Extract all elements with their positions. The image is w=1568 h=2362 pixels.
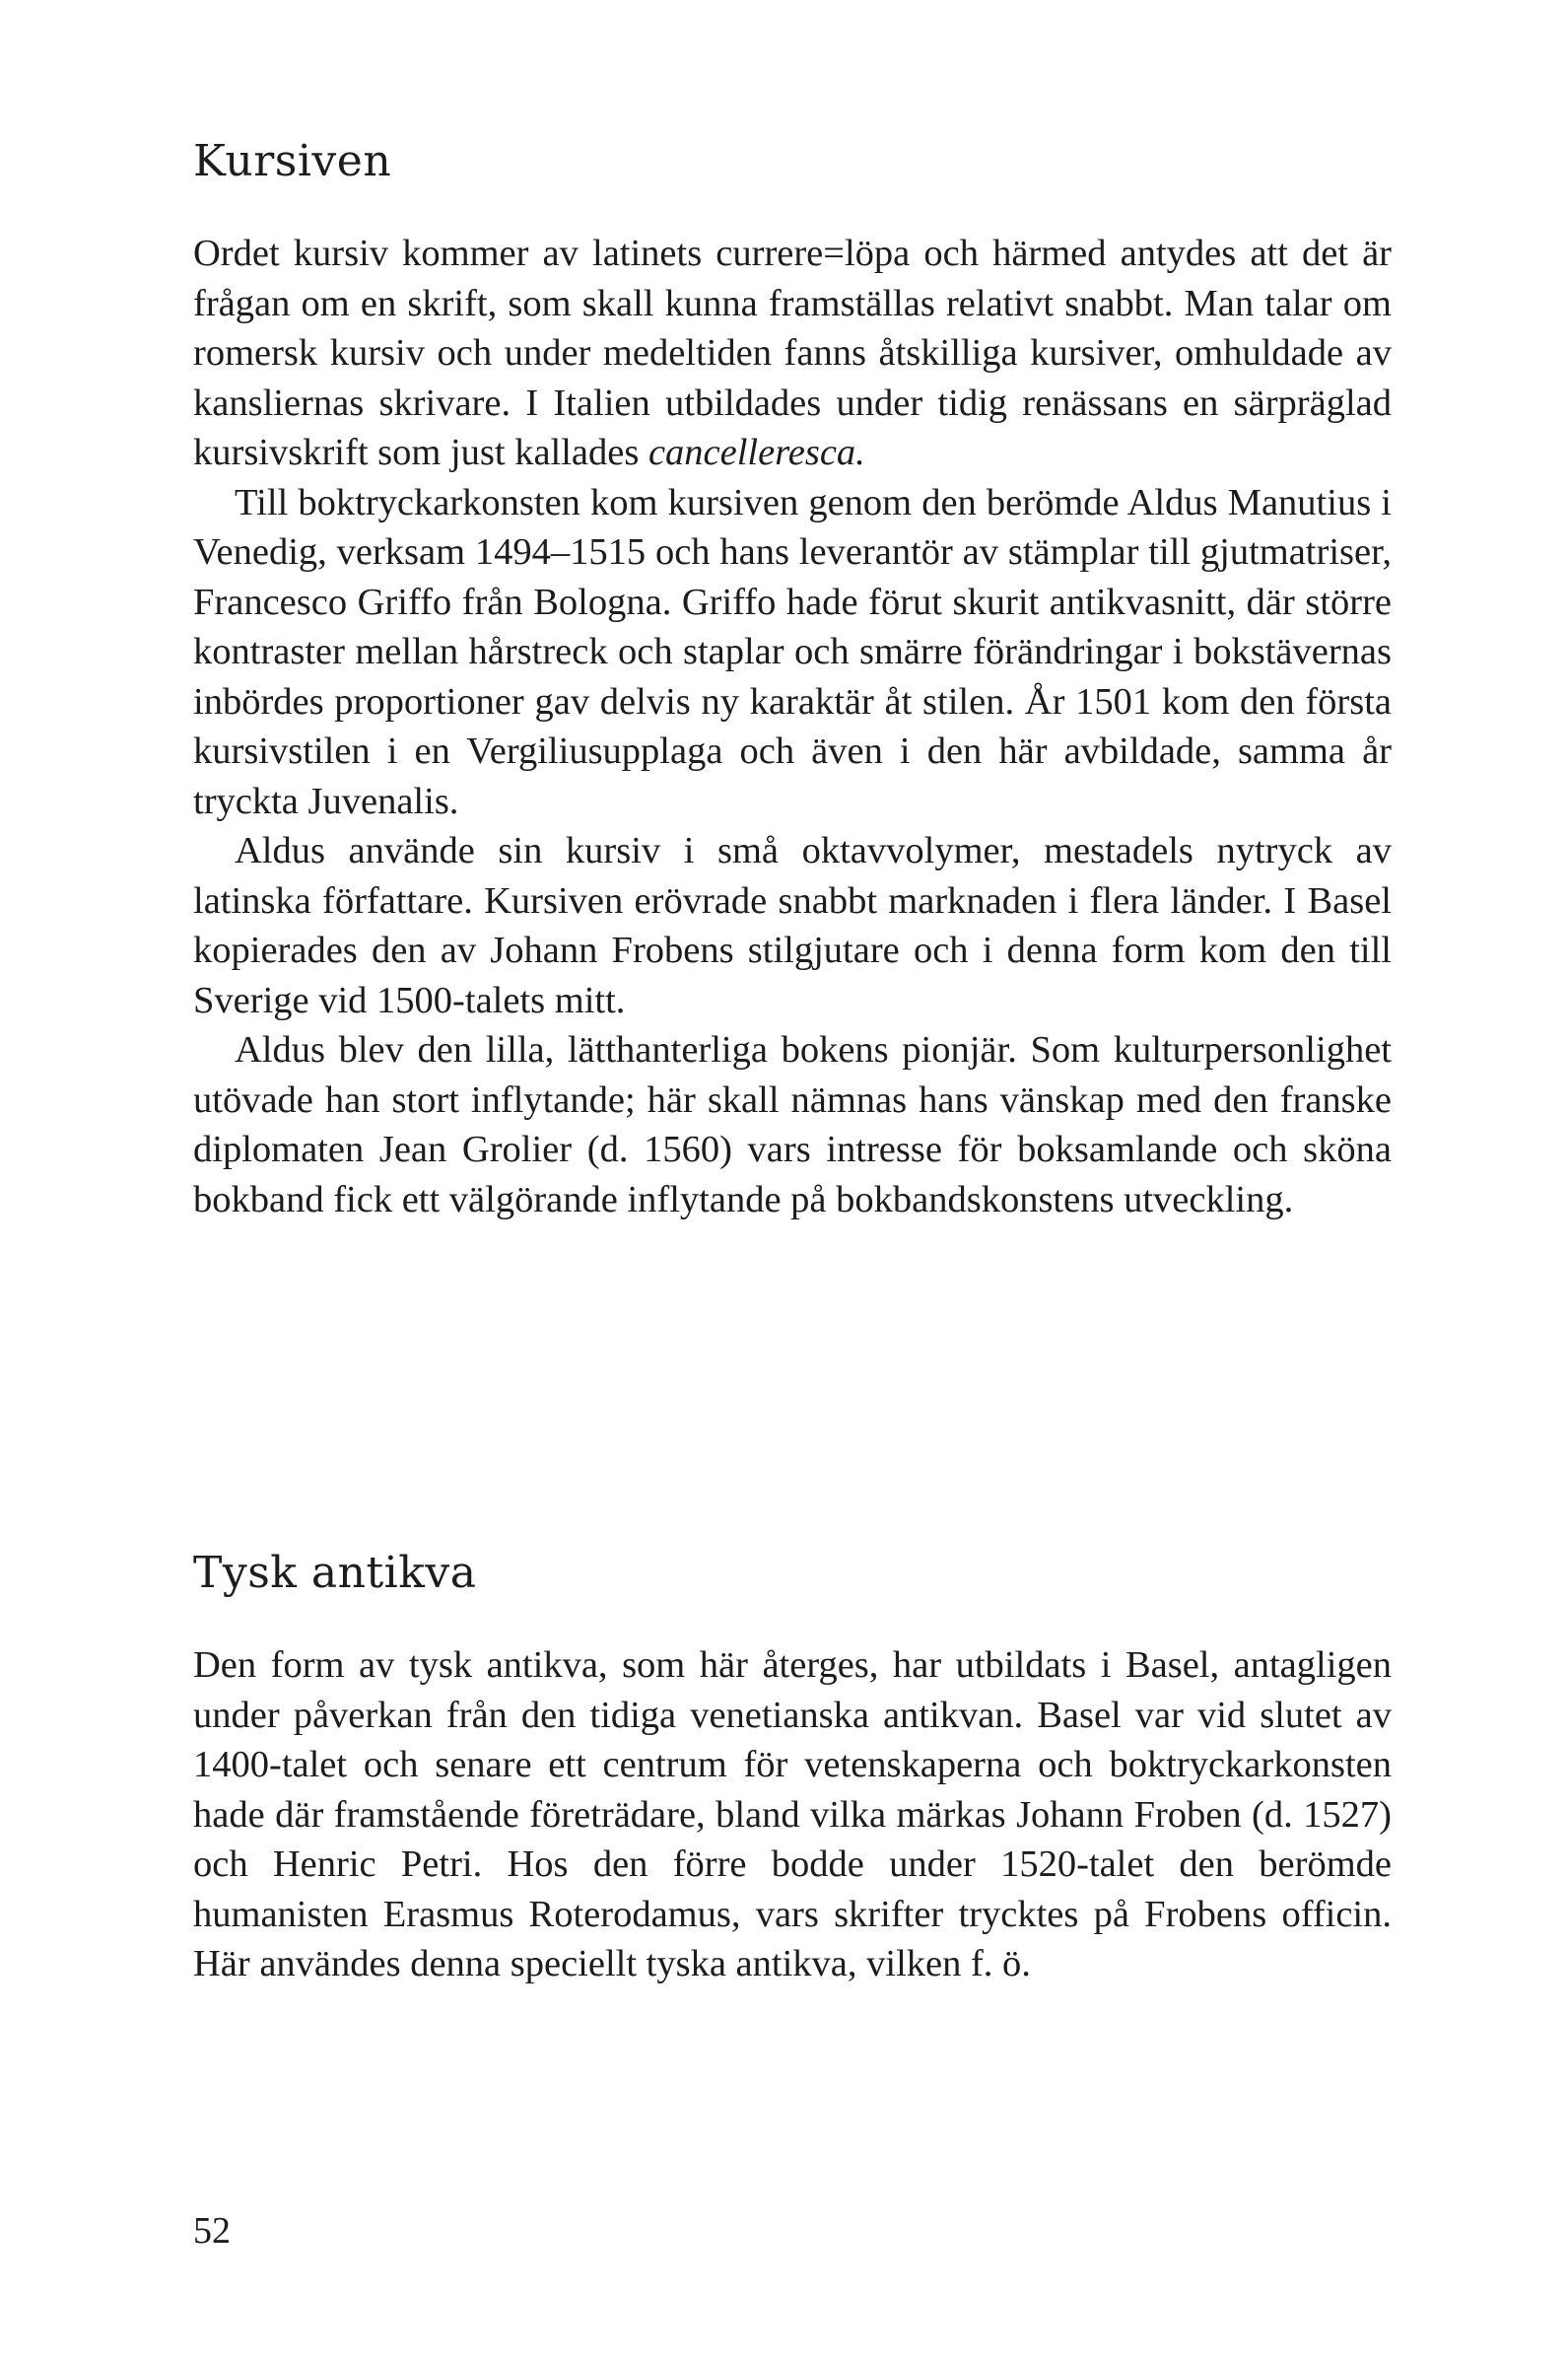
section-heading-kursiven: Kursiven: [193, 136, 392, 186]
paragraph-text: Ordet kursiv kommer av latinets currere=löpa och härmed antydes att det är frågan om en skrift, som skall kunna framställas relativt snabbt. Man talar om romersk kursiv och under medeltiden fanns åtskilliga kursiver, omhuldade av kansliernas skrivare. I Italien utbildades under tidig renässans en särpräglad kursivskrift som just kallades: [193, 233, 1392, 473]
section-body-tysk-antikva: [193, 1640, 1392, 1989]
paragraph: [193, 229, 1392, 478]
paragraph: Aldus använde sin kursiv i små oktavvolymer, mestadels nytryck av latinska författare. Kursiven erövrade snabbt marknaden i flera länder. I Basel kopierades den av Johann Frobens stilgjutare och i denna form kom den till Sverige vid 1500-talets mitt.: [193, 830, 1392, 1021]
section-heading-tysk-antikva: Tysk antikva: [193, 1548, 477, 1598]
page-number: 52: [193, 2210, 231, 2252]
section-body-kursiven: [193, 229, 1392, 1224]
paragraph: Till boktryckarkonsten kom kursiven genom den berömde Aldus Manutius i Venedig, verksam 1494–1515 och hans leverantör av stämplar till gjutmatriser, Francesco Griffo från Bologna. Griffo hade förut skurit antikvasnitt, där större kontraster mellan hårstreck och staplar och smärre förändringar i bokstävernas inbördes proportioner gav delvis ny karaktär åt stilen. År 1501 kom den första kursivstilen i en Vergiliusupplaga och även i den här avbildade, samma år tryckta Juvenalis.: [193, 481, 1392, 822]
italic-term: cancelleresca.: [648, 432, 865, 473]
paragraph: Aldus blev den lilla, lätthanterliga bokens pionjär. Som kulturpersonlighet utövade han stort inflytande; här skall nämnas hans vänskap med den franske diplomaten Jean Grolier (d. 1560) vars intresse för boksamlande och sköna bokband fick ett välgörande inflytande på bokbandskonstens utveckling.: [193, 1029, 1392, 1220]
paragraph: Den form av tysk antikva, som här återges, har utbildats i Basel, antagligen under påverkan från den tidiga venetianska antikvan. Basel var vid slutet av 1400-talet och senare ett centrum för vetenskaperna och boktryckarkonsten hade där framstående företrädare, bland vilka märkas Johann Froben (d. 1527) och Henric Petri. Hos den förre bodde under 1520-talet den berömde humanisten Erasmus Roterodamus, vars skrifter trycktes på Frobens officin. Här användes denna speciellt tyska antikva, vilken f. ö.: [193, 1644, 1392, 1984]
